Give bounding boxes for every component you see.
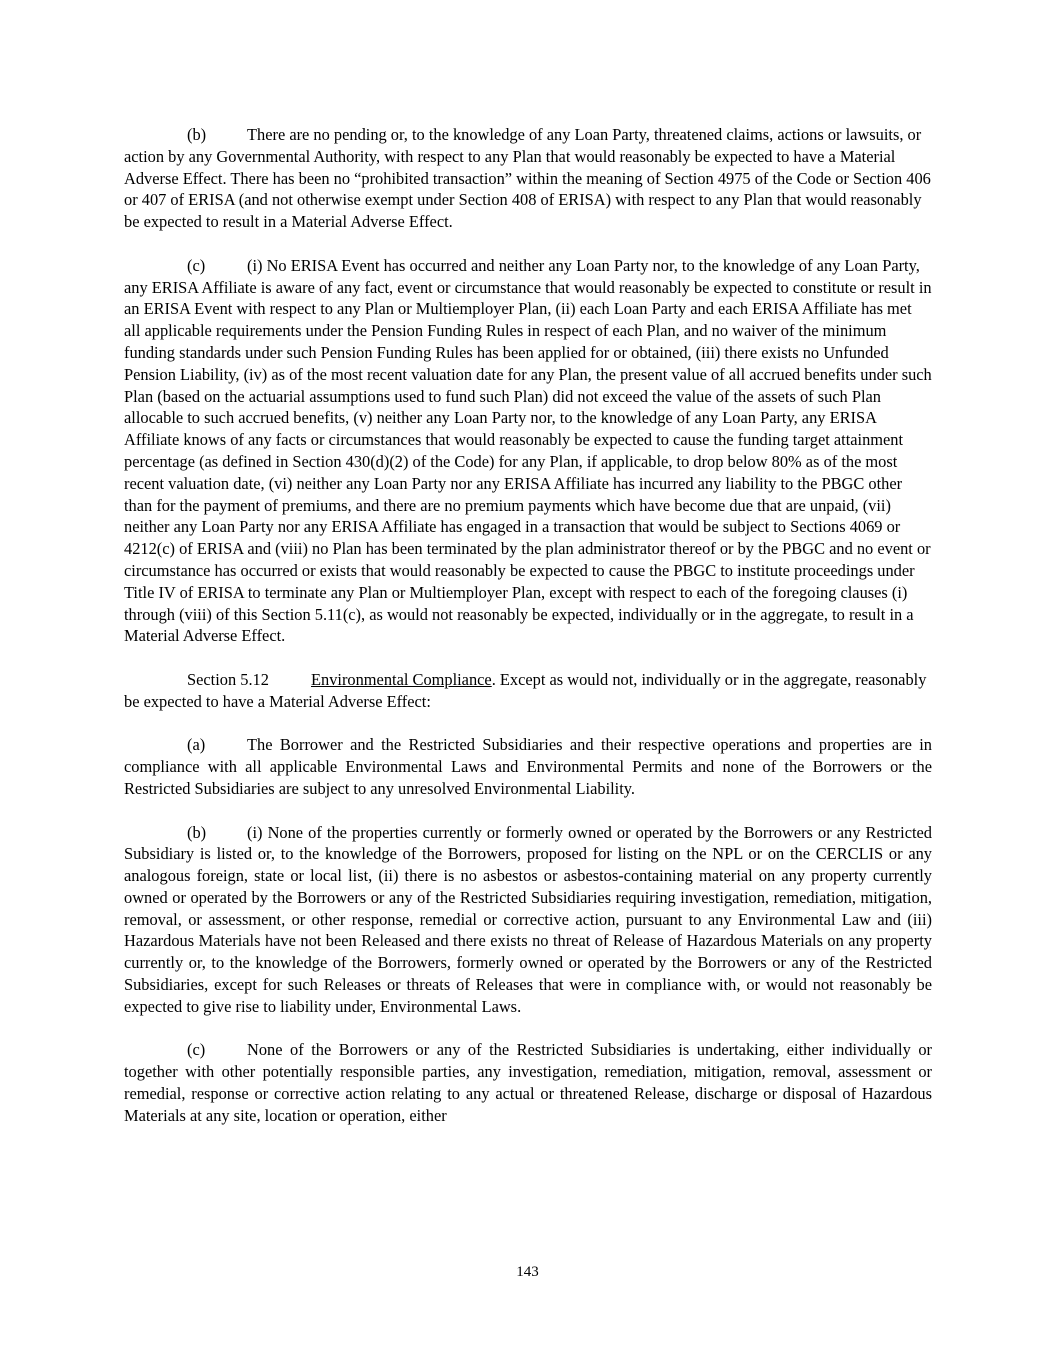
page-number: 143 [516, 1264, 539, 1280]
paragraph-text: (i) None of the properties currently or formerly owned or operated by the Borrowers or any Restricted Subsidiary is listed or, to the knowledge of the Borrowers, proposed for listing on the NPL or on the CERCLIS or any analogous foreign, state or local list, (ii) there is no asbestos or asbestos-containing material on any property currently owned or operated by the Borrowers or any of the Restricted Subsidiaries requiring investigation, remediation, mitigation, removal, or assessment, or other response, remedial or corrective action, pursuant to any Environmental Law and (iii) Hazardous Materials have not been Released and there exists no threat of Release of Hazardous Materials on any property currently or, to the knowledge of the Borrowers, formerly owned or operated by the Borrowers or any of the Restricted Subsidiaries, except for such Releases or threats of Releases that were in compliance with, or would not reasonably be expected to give rise to liability under, Environmental Laws. [124, 822, 932, 1016]
section-number: Section 5.12 [187, 669, 269, 689]
section-text: . Except as would not, individually or in the aggregate, reasonably be expected to have a Material Adverse Effect: [124, 669, 927, 711]
paragraph-b-erisa-claims [124, 124, 932, 233]
paragraph-b-env-properties [124, 822, 932, 1018]
paragraph-text: (i) No ERISA Event has occurred and neither any Loan Party nor, to the knowledge of any Loan Party, any ERISA Affiliate is aware of any fact, event or circumstance that would reasonably be expected to constitute or result in an ERISA Event with respect to any Plan or Multiemployer Plan, (ii) each Loan Party and each ERISA Affiliate has met all applicable requirements under the Pension Funding Rules in respect of each Plan, and no waiver of the minimum funding standards under such Pension Funding Rules has been applied for or obtained, (iii) there exists no Unfunded Pension Liability, (iv) as of the most recent valuation date for any Plan, the present value of all accrued benefits under such Plan (based on the actuarial assumptions used to fund such Plan) did not exceed the value of the assets of such Plan allocable to such accrued benefits, (v) neither any Loan Party nor, to the knowledge of any Loan Party, any ERISA Affiliate knows of any facts or circumstances that would reasonably be expected to cause the funding target attainment percentage (as defined in Section 430(d)(2) of the Code) for any Plan, if applicable, to drop below 80% as of the most recent valuation date, (vi) neither any Loan Party nor any ERISA Affiliate has incurred any liability to the PBGC other than for the payment of premiums, and there are no premium payments which have become due that are unpaid, (vii) neither any Loan Party nor any ERISA Affiliate has engaged in a transaction that would be subject to Sections 4069 or 4212(c) of ERISA and (viii) no Plan has been terminated by the plan administrator thereof or by the PBGC and no event or circumstance has occurred or exists that would reasonably be expected to cause the PBGC to institute proceedings under Title IV of ERISA to terminate any Plan or Multiemployer Plan, except with respect to each of the foregoing clauses (i) through (viii) of this Section 5.11(c), as would not reasonably be expected, individually or in the aggregate, to result in a Material Adverse Effect. [124, 255, 932, 646]
paragraph-c-env-actions [124, 1039, 932, 1126]
paragraph-text: None of the Borrowers or any of the Restricted Subsidiaries is undertaking, either individually or together with other potentially responsible parties, any investigation, remediation, mitigation, removal, assessment or remedial, response or corrective action relating to any actual or threatened Release, discharge or disposal of Hazardous Materials at any site, location or operation, either [124, 1040, 932, 1125]
paragraph-a-env-compliance [124, 734, 932, 799]
document-page [124, 124, 932, 1148]
paragraph-label: (c) [187, 255, 206, 275]
paragraph-c-erisa-events [124, 255, 932, 647]
section-heading: Environmental Compliance [311, 669, 492, 689]
paragraph-label: (c) [187, 1040, 206, 1060]
paragraph-label: (b) [187, 822, 207, 842]
paragraph-text: There are no pending or, to the knowledge of any Loan Party, threatened claims, actions or lawsuits, or action by any Governmental Authority, with respect to any Plan that would reasonably be expected to have a Material Adverse Effect. There has been no “prohibited transaction” within the meaning of Section 4975 of the Code or Section 406 or 407 of ERISA (and not otherwise exempt under Section 408 of ERISA) with respect to any Plan that would reasonably be expected to result in a Material Adverse Effect. [124, 125, 931, 232]
paragraph-text: The Borrower and the Restricted Subsidiaries and their respective operations and properties are in compliance with all applicable Environmental Laws and Environmental Permits and none of the Borrowers or the Restricted Subsidiaries are subject to any unresolved Environmental Liability. [124, 735, 932, 798]
paragraph-label: (a) [187, 735, 206, 755]
paragraph-label: (b) [187, 125, 207, 144]
section-5-12-environmental-compliance [124, 669, 932, 713]
